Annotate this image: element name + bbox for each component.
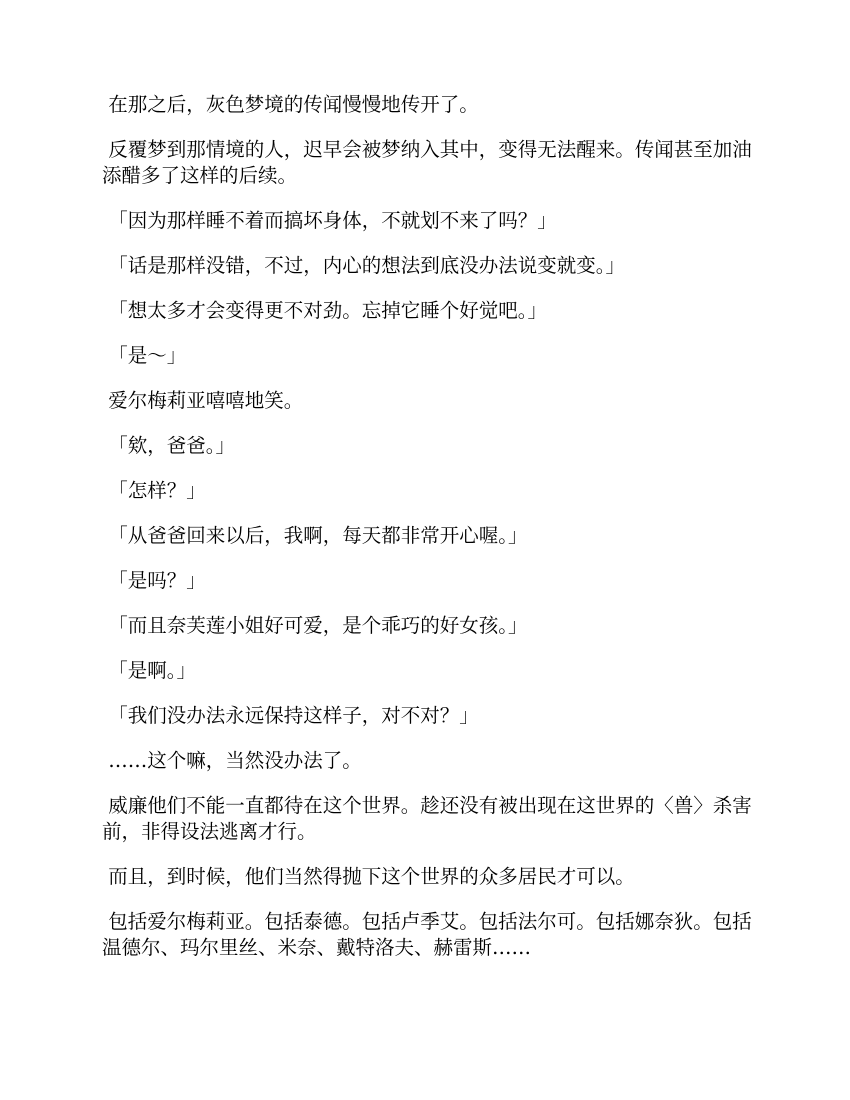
paragraph-14: 「我们没办法永远保持这样子，对不对？」	[102, 704, 479, 727]
paragraph-10: 「从爸爸回来以后，我啊，每天都非常开心喔。」	[102, 524, 528, 547]
paragraph-4: 「话是那样没错，不过，内心的想法到底没办法说变就变。」	[102, 254, 625, 277]
paragraph-5: 「想太多才会变得更不对劲。忘掉它睡个好觉吧。」	[102, 299, 547, 322]
paragraph-18: 包括爱尔梅莉亚。包括泰德。包括卢季艾。包括法尔可。包括娜奈狄。包括温德尔、玛尔里丝、米奈、戴特洛夫、赫雷斯……	[102, 910, 752, 959]
paragraph-2: 反覆梦到那情境的人，迟早会被梦纳入其中，变得无法醒来。传闻甚至加油添醋多了这样的后续。	[102, 138, 752, 187]
paragraph-16: 威廉他们不能一直都待在这个世界。趁还没有被出现在这世界的〈兽〉杀害前，非得设法逃离才行。	[102, 794, 752, 843]
paragraph-13: 「是啊。」	[102, 659, 196, 682]
paragraph-12: 「而且奈芙莲小姐好可爱，是个乖巧的好女孩。」	[102, 614, 528, 637]
paragraph-3: 「因为那样睡不着而搞坏身体，不就划不来了吗？」	[102, 209, 557, 232]
paragraph-8: 「欸，爸爸。」	[102, 434, 235, 457]
paragraph-9: 「怎样？」	[102, 479, 206, 502]
paragraph-15: ……这个嘛，当然没办法了。	[102, 749, 362, 772]
paragraph-6: 「是～」	[102, 344, 187, 367]
paragraph-7: 爱尔梅莉亚嘻嘻地笑。	[102, 389, 304, 412]
paragraph-17: 而且，到时候，他们当然得抛下这个世界的众多居民才可以。	[102, 865, 635, 888]
paragraph-11: 「是吗？」	[102, 569, 206, 592]
text-body	[102, 92, 752, 980]
paragraph-1: 在那之后，灰色梦境的传闻慢慢地传开了。	[102, 93, 479, 116]
